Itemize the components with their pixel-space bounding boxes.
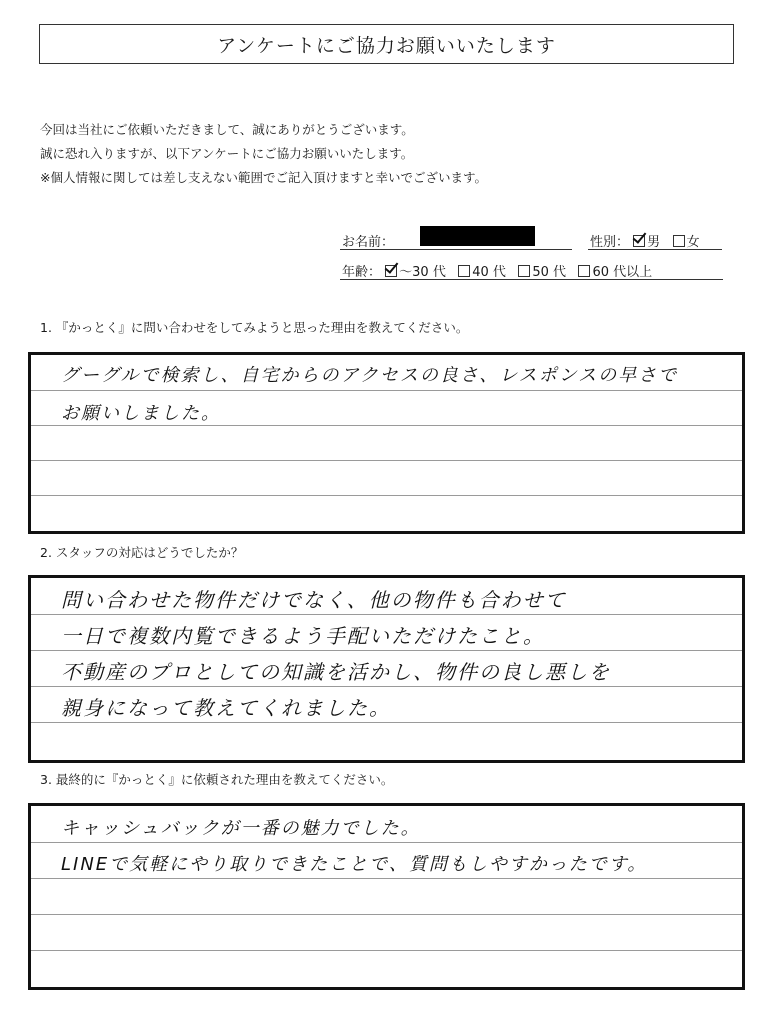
gender-field (590, 231, 700, 250)
answer-1-line-1: グーグルで検索し、自宅からのアクセスの良さ、レスポンスの早さで (61, 365, 679, 386)
gender-male-checkbox[interactable] (633, 235, 645, 247)
answer-1-line-2: お願いしました。 (61, 403, 221, 424)
age-checkbox-under30[interactable] (385, 265, 397, 277)
age-field (342, 261, 652, 280)
answer-2-line-2: 一日で複数内覧できるよう手配いただけたこと。 (61, 624, 545, 648)
name-label: お名前： (342, 235, 395, 250)
intro-text (40, 118, 487, 190)
answer-2-line-4: 親身になって教えてくれました。 (61, 696, 391, 720)
age-checkbox-60plus[interactable] (578, 265, 590, 277)
answer-3-line-2: LINEで気軽にやり取りできたことで、質問もしやすかったです。 (61, 854, 648, 875)
age-option: 40 代 (472, 265, 506, 280)
name-underline (340, 249, 572, 250)
answer-box-3[interactable] (28, 803, 745, 990)
question-1: 1. 『かっとく』に問い合わせをしてみようと思った理由を教えてください。 (40, 320, 469, 335)
gender-option-male: 男 (647, 235, 661, 250)
age-option: 50 代 (532, 265, 567, 280)
age-option: ～30 代 (399, 265, 446, 280)
age-underline (340, 279, 723, 280)
intro-line: 誠に恐れ入りますが、以下アンケートにご協力お願いいたします。 (40, 146, 414, 161)
intro-line: ※個人情報に関しては差し支えない範囲でご記入頂けますと幸いでございます。 (40, 170, 487, 185)
answer-3-line-1: キャッシュバックが一番の魅力でした。 (61, 818, 421, 839)
age-checkbox-50s[interactable] (518, 265, 530, 277)
question-2: 2. スタッフの対応はどうでしたか？ (40, 545, 244, 560)
intro-line: 今回は当社にご依頼いただきまして、誠にありがとうございます。 (40, 122, 414, 137)
redacted-name (420, 226, 535, 246)
gender-label: 性別： (590, 235, 630, 250)
age-label: 年齢： (342, 265, 382, 280)
answer-2-line-3: 不動産のプロとしての知識を活かし、物件の良し悪しを (61, 660, 611, 684)
gender-option-female: 女 (686, 235, 700, 250)
gender-female-checkbox[interactable] (673, 235, 685, 247)
answer-box-2[interactable] (28, 575, 745, 763)
age-checkbox-40s[interactable] (458, 265, 470, 277)
answer-2-line-1: 問い合わせた物件だけでなく、他の物件も合わせて (61, 588, 567, 612)
answer-box-1[interactable] (28, 352, 745, 534)
question-3: 3. 最終的に『かっとく』に依頼された理由を教えてください。 (40, 772, 394, 787)
survey-title: アンケートにご協力お願いいたします (39, 24, 734, 64)
age-option: 60 代以上 (592, 265, 653, 280)
gender-underline (588, 249, 722, 250)
